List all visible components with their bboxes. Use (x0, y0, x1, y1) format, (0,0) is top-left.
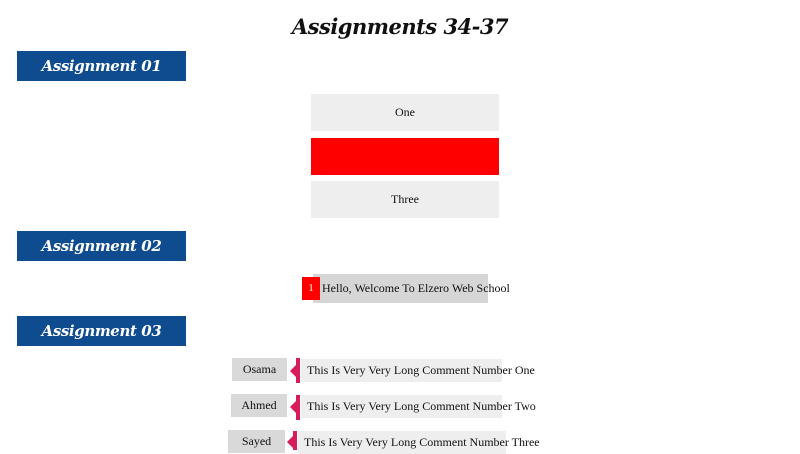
assignment-01-heading: Assignment 01 (17, 51, 186, 81)
box-three: Three (311, 181, 499, 218)
comment-text: This Is Very Very Long Comment Number Three (298, 431, 506, 454)
comment-pointer-icon (287, 435, 294, 449)
comment-author: Sayed (228, 430, 285, 453)
welcome-message-text: Hello, Welcome To Elzero Web School (322, 281, 510, 295)
page-title: Assignments 34-37 (291, 14, 509, 39)
comment-author: Ahmed (231, 394, 287, 417)
comment-author: Osama (232, 358, 287, 381)
assignment-02-heading: Assignment 02 (17, 231, 186, 261)
assignment-03-heading: Assignment 03 (17, 316, 186, 346)
comment-text: This Is Very Very Long Comment Number One (301, 359, 502, 382)
comment-pointer-icon (290, 364, 297, 378)
box-one: One (311, 94, 499, 131)
comment-pointer-icon (290, 400, 297, 414)
welcome-number-badge: 1 (302, 277, 320, 300)
comment-text: This Is Very Very Long Comment Number Two (301, 395, 502, 418)
box-two-highlighted (311, 138, 499, 175)
